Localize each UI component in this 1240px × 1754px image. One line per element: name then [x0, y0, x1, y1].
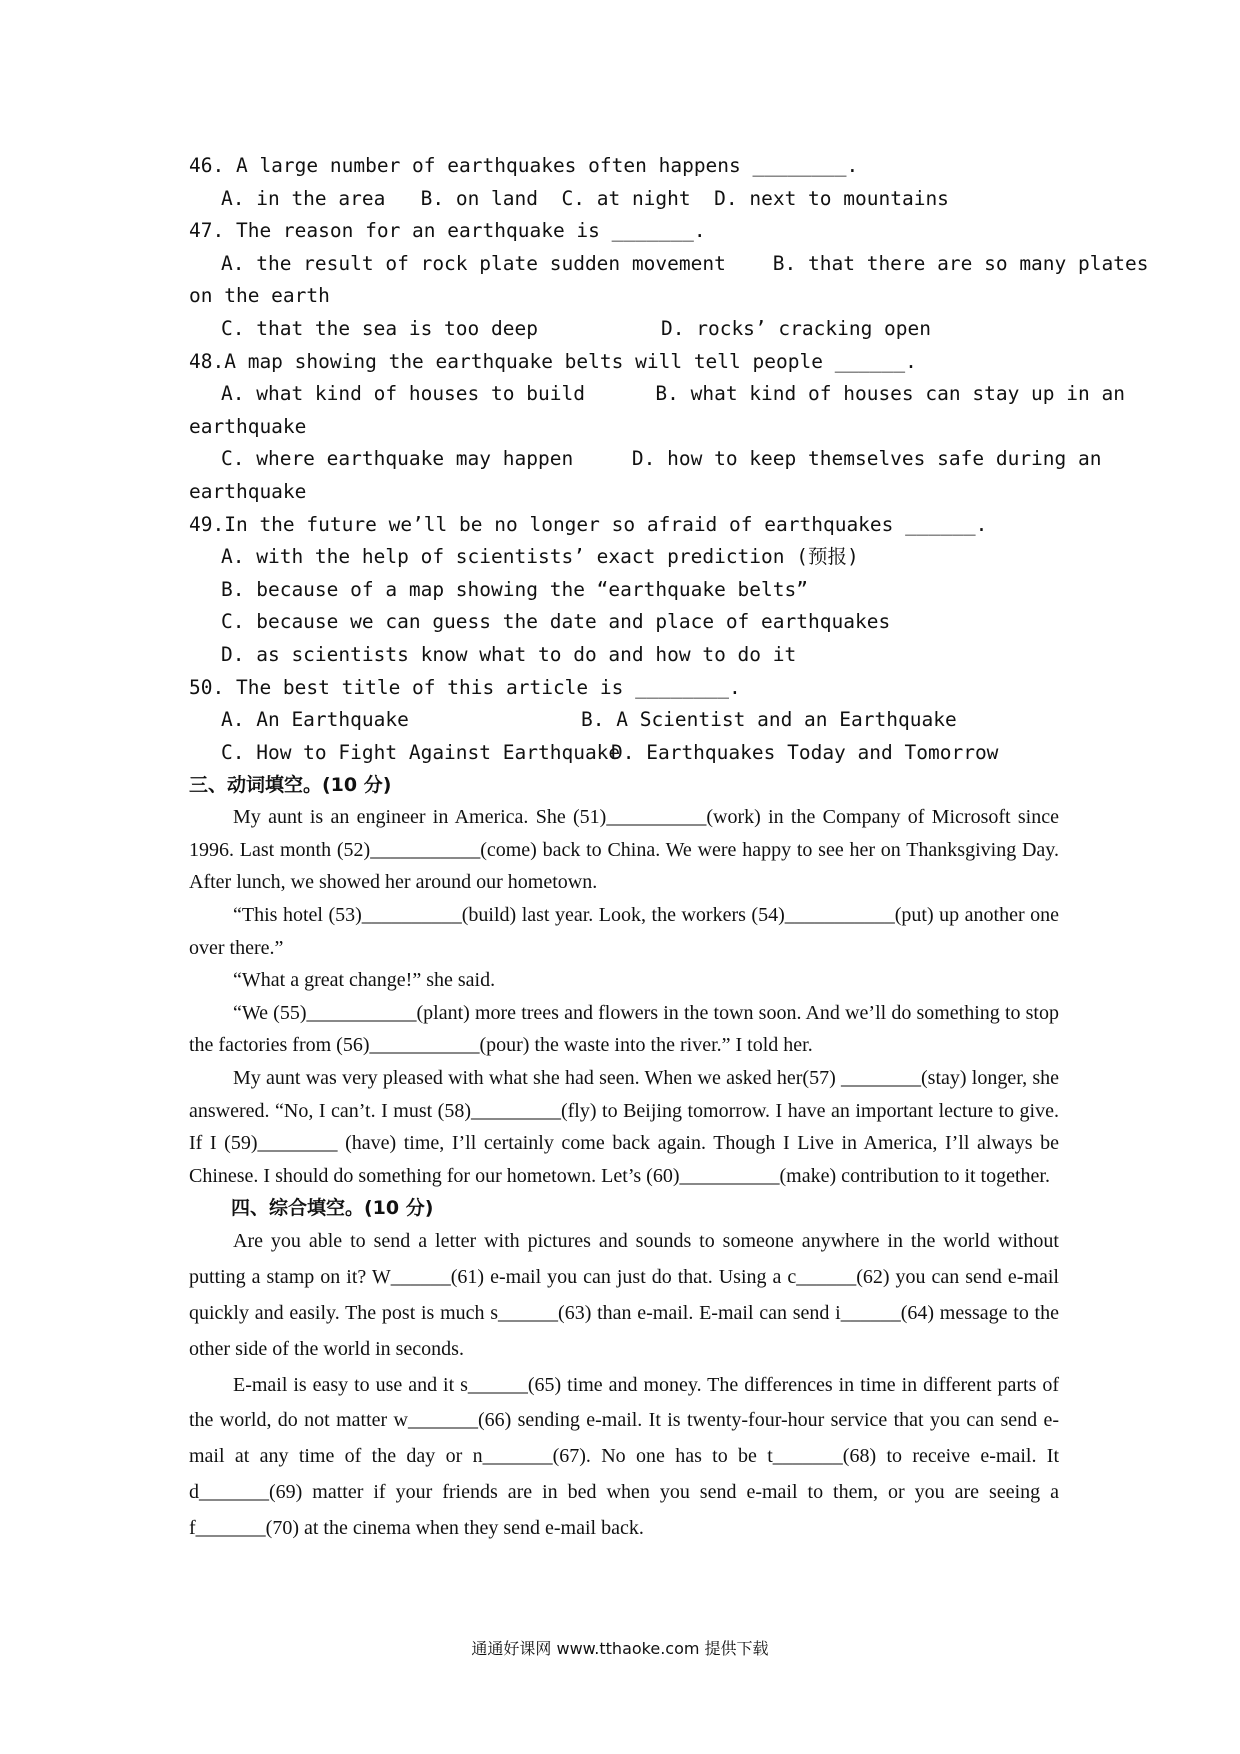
paragraph: My aunt is an engineer in America. She (51)__________(work) in the Company of Microsoft since 1996. Last month (52)___________(come) back to China. We were happy to see her on Thanksgiving Day. After lunch, we showed her around our hometown.: [189, 806, 1059, 894]
option-b: B. A Scientist and an Earthquake: [581, 708, 957, 732]
question-46: [189, 150, 1059, 215]
option-row: [189, 704, 1059, 737]
option-d: D. as scientists know what to do and how to do it: [221, 642, 797, 666]
section-heading: 三、动词填空。(10 分): [189, 774, 392, 797]
section-heading: 四、综合填空。(10 分): [231, 1197, 434, 1220]
question-stem: 46. A large number of earthquakes often happens ________.: [189, 154, 859, 177]
option-line: A. what kind of houses to build B. what kind of houses can stay up in an: [221, 382, 1125, 406]
option-line-wrap: on the earth: [189, 284, 330, 308]
option-d: D. Earthquakes Today and Tomorrow: [611, 740, 999, 764]
question-50: [189, 672, 1059, 770]
paragraph: My aunt was very pleased with what she had seen. When we asked her(57) ________(stay) longer, she answered. “No, I can’t. I must (58)_________(fly) to Beijing tomorrow. I have an important lecture to give. If I (59)________ (have) time, I’ll certainly come back again. Though I Live in America, I’ll always be Chinese. I should do something for our hometown. Let’s (60)__________(make) contribution to it together.: [189, 1067, 1059, 1187]
paragraph: “This hotel (53)__________(build) last year. Look, the workers (54)___________(put) up another one over there.”: [189, 904, 1059, 959]
option-d: D. rocks’ cracking open: [661, 316, 932, 340]
option-line: C. where earthquake may happen D. how to keep themselves safe during an: [221, 447, 1102, 471]
option-a: A. An Earthquake: [221, 708, 409, 732]
option-d: D. next to mountains: [714, 186, 949, 210]
exam-page: [189, 150, 1149, 1547]
paragraph: Are you able to send a letter with pictures and sounds to someone anywhere in the world without putting a stamp on it? W______(61) e-mail you can just do that. Using a c______(62) you can send e-mail quickly and easily. The post is much s______(63) than e-mail. E-mail can send i______(64) message to the other side of the world in seconds.: [189, 1230, 1059, 1360]
section-verb-fill: [189, 769, 1059, 1192]
option-c: C. that the sea is too deep: [221, 316, 538, 340]
option-row: [189, 313, 1059, 346]
paragraph: E-mail is easy to use and it s______(65) time and money. The differences in time in different parts of the world, do not matter w_______(66) sending e-mail. It is twenty-four-hour service that you can send e-mail at any time of the day or n_______(67). No one has to be t_______(68) to receive e-mail. It d_______(69) matter if your friends are in bed when you send e-mail to them, or you are seeing a f_______(70) at the cinema when they send e-mail back.: [189, 1373, 1059, 1539]
option-c: C. because we can guess the date and place of earthquakes: [221, 610, 891, 634]
option-c: C. How to Fight Against Earthquake: [221, 740, 621, 764]
option-line-wrap: earthquake: [189, 479, 307, 503]
paragraph: “What a great change!” she said.: [233, 969, 496, 992]
page-footer: 通通好课网 www.tthaoke.com 提供下载: [471, 1639, 769, 1658]
question-47: [189, 215, 1149, 345]
option-line: A. the result of rock plate sudden movement B. that there are so many plates: [221, 251, 1149, 275]
option-c: C. at night: [561, 186, 691, 210]
option-row: [189, 737, 1059, 770]
section-comprehensive-fill: [189, 1192, 1059, 1546]
paragraph: “We (55)___________(plant) more trees and flowers in the town soon. And we’ll do something to stop the factories from (56)___________(pour) the waste into the river.” I told her.: [189, 1001, 1059, 1057]
question-48: [189, 346, 1125, 509]
question-stem: 49.In the future we’ll be no longer so afraid of earthquakes ______.: [189, 512, 988, 536]
question-stem: 50. The best title of this article is ________.: [189, 675, 741, 699]
question-stem: 47. The reason for an earthquake is _______.: [189, 219, 706, 243]
question-49: [189, 509, 1059, 672]
option-a: A. in the area: [221, 186, 386, 210]
option-b: B. because of a map showing the “earthquake belts”: [221, 577, 808, 601]
option-row: [189, 183, 1059, 216]
option-line-wrap: earthquake: [189, 414, 307, 438]
question-stem: 48.A map showing the earthquake belts will tell people ______.: [189, 349, 917, 373]
option-a: A. with the help of scientists’ exact prediction (预报): [221, 545, 859, 569]
option-b: B. on land: [420, 186, 539, 210]
